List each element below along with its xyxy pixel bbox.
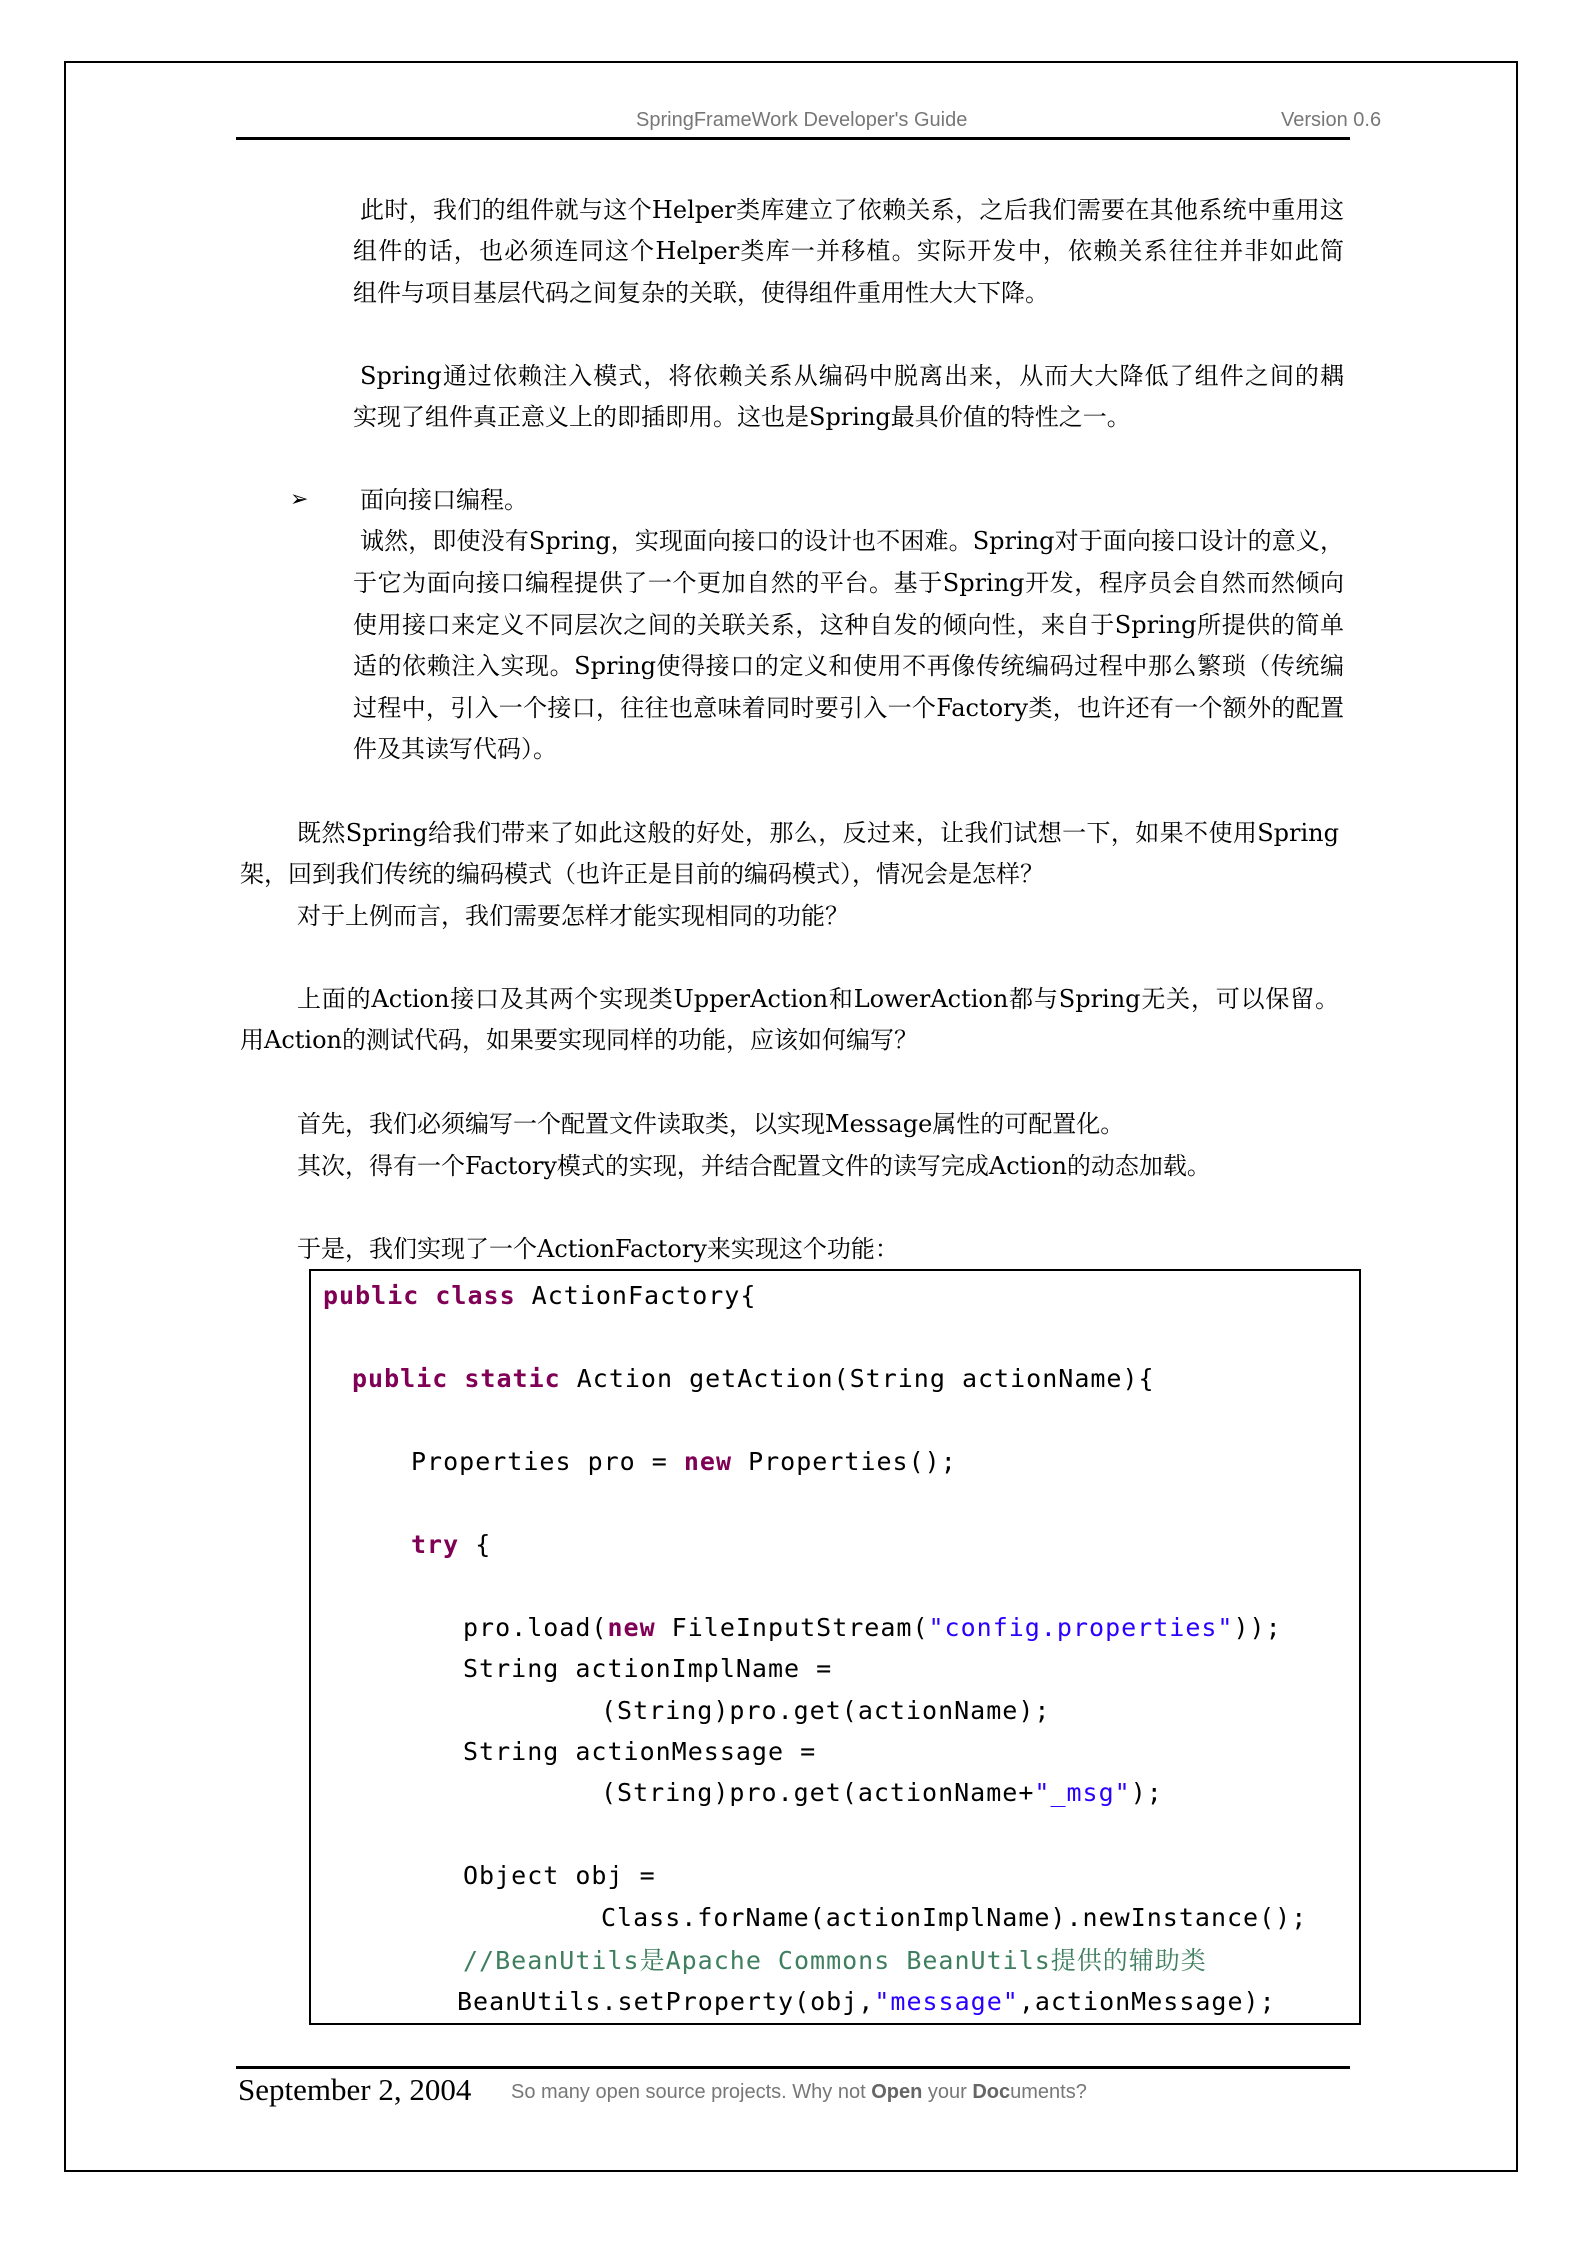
code-keyword: new <box>683 1447 733 1476</box>
header-version: Version 0.6 <box>1281 109 1382 131</box>
code-line <box>457 1987 1276 2017</box>
code-text: Properties(); <box>732 1447 957 1476</box>
text-line: Spring通过依赖注入模式，将依赖关系从编码中脱离出来，从而大大降低了组件之间的耦 <box>360 362 1344 390</box>
text-line: 适的依赖注入实现。Spring使得接口的定义和使用不再像传统编码过程中那么繁琐（传统编 <box>353 652 1344 680</box>
code-string: "_msg" <box>1034 1778 1131 1807</box>
code-line <box>411 1530 491 1560</box>
text-line: 其次，得有一个Factory模式的实现，并结合配置文件的读写完成Action的动态加载。 <box>297 1152 1211 1180</box>
text-line: 组件与项目基层代码之间复杂的关联，使得组件重用性大大下降。 <box>353 279 1049 307</box>
code-text: Object obj = <box>463 1861 656 1890</box>
code-keyword: public static <box>352 1364 561 1393</box>
code-text: ActionFactory{ <box>515 1281 757 1310</box>
footer-slogan <box>511 2081 1087 2104</box>
footer-date: September 2, 2004 <box>238 2072 472 2107</box>
code-line <box>463 1654 832 1684</box>
text-line: 对于上例而言，我们需要怎样才能实现相同的功能？ <box>297 902 849 930</box>
code-text: (String)pro.get(actionName); <box>601 1696 1051 1725</box>
code-line <box>323 1281 756 1311</box>
text-line: 用Action的测试代码，如果要实现同样的功能，应该如何编写？ <box>240 1026 918 1054</box>
code-text: { <box>459 1530 492 1559</box>
text-line: 诚然，即使没有Spring，实现面向接口的设计也不困难。Spring对于面向接口设计的意义， <box>360 527 1344 555</box>
slogan-text: So many open source projects. Why not <box>511 2081 872 2103</box>
code-line <box>601 1778 1163 1808</box>
code-text: Class.forName(actionImplName).newInstance(); <box>601 1903 1308 1932</box>
code-text: FileInputStream( <box>655 1613 929 1642</box>
slogan-doc: Doc <box>972 2081 1011 2103</box>
text-line: 此时，我们的组件就与这个Helper类库建立了依赖关系，之后我们需要在其他系统中重用这 <box>360 196 1344 224</box>
text-line: 实现了组件真正意义上的即插即用。这也是Spring最具价值的特性之一。 <box>353 403 1131 431</box>
text-line: 首先，我们必须编写一个配置文件读取类，以实现Message属性的可配置化。 <box>297 1110 1125 1138</box>
code-keyword: try <box>411 1530 460 1559</box>
code-line <box>463 1737 816 1767</box>
bullet-title: 面向接口编程。 <box>360 486 528 514</box>
code-line <box>411 1447 957 1477</box>
code-text: String actionMessage = <box>463 1737 817 1766</box>
slogan-open: Open <box>871 2081 923 2103</box>
code-line <box>352 1364 1155 1394</box>
text-line: 过程中，引入一个接口，往往也意味着同时要引入一个Factory类，也许还有一个额外的配置 <box>353 694 1344 722</box>
text-line: 于是，我们实现了一个ActionFactory来实现这个功能： <box>297 1235 899 1263</box>
text-line: 件及其读写代码）。 <box>353 735 557 763</box>
code-keyword: public class <box>323 1281 516 1310</box>
text-line: 于它为面向接口编程提供了一个更加自然的平台。基于Spring开发，程序员会自然而然倾向 <box>353 569 1344 597</box>
code-line <box>601 1696 1050 1726</box>
code-text: pro.load( <box>463 1613 608 1642</box>
code-block <box>309 1269 1361 2025</box>
code-keyword: new <box>607 1613 656 1642</box>
code-text: String actionImplName = <box>463 1654 833 1683</box>
code-line <box>601 1903 1307 1933</box>
text-line: 既然Spring给我们带来了如此这般的好处，那么，反过来，让我们试想一下，如果不使用Spring <box>297 819 1339 847</box>
text-line: 架，回到我们传统的编码模式（也许正是目前的编码模式），情况会是怎样？ <box>240 860 1044 888</box>
code-string: "message" <box>874 1987 1019 2016</box>
code-text: Properties pro = <box>411 1447 684 1476</box>
text-line: 上面的Action接口及其两个实现类UpperAction和LowerAction都与Spring无关，可以保留。 <box>297 985 1339 1013</box>
footer-rule <box>236 2066 1350 2069</box>
code-string: "config.properties" <box>928 1613 1234 1642</box>
code-text: )); <box>1233 1613 1282 1642</box>
slogan-text: your <box>922 2081 973 2103</box>
code-text: (String)pro.get(actionName+ <box>601 1778 1035 1807</box>
code-line <box>463 1861 656 1891</box>
code-text: Action getAction(String actionName){ <box>560 1364 1155 1393</box>
code-line <box>463 1613 1282 1643</box>
arrow-bullet-icon: ➢ <box>290 487 309 512</box>
code-text: BeanUtils.setProperty(obj, <box>457 1987 875 2016</box>
code-comment: //BeanUtils是Apache Commons BeanUtils提供的辅助类 <box>463 1946 1207 1975</box>
code-text: ); <box>1130 1778 1163 1807</box>
code-text: ,actionMessage); <box>1018 1987 1276 2016</box>
header-rule <box>236 137 1350 140</box>
text-line: 组件的话，也必须连同这个Helper类库一并移植。实际开发中，依赖关系往往并非如此简 <box>353 237 1344 265</box>
text-line: 使用接口来定义不同层次之间的关联关系，这种自发的倾向性，来自于Spring所提供的简单 <box>353 611 1344 639</box>
code-line <box>463 1946 1207 1976</box>
slogan-text: uments? <box>1010 2081 1087 2103</box>
header-title: SpringFrameWork Developer's Guide <box>636 109 968 131</box>
